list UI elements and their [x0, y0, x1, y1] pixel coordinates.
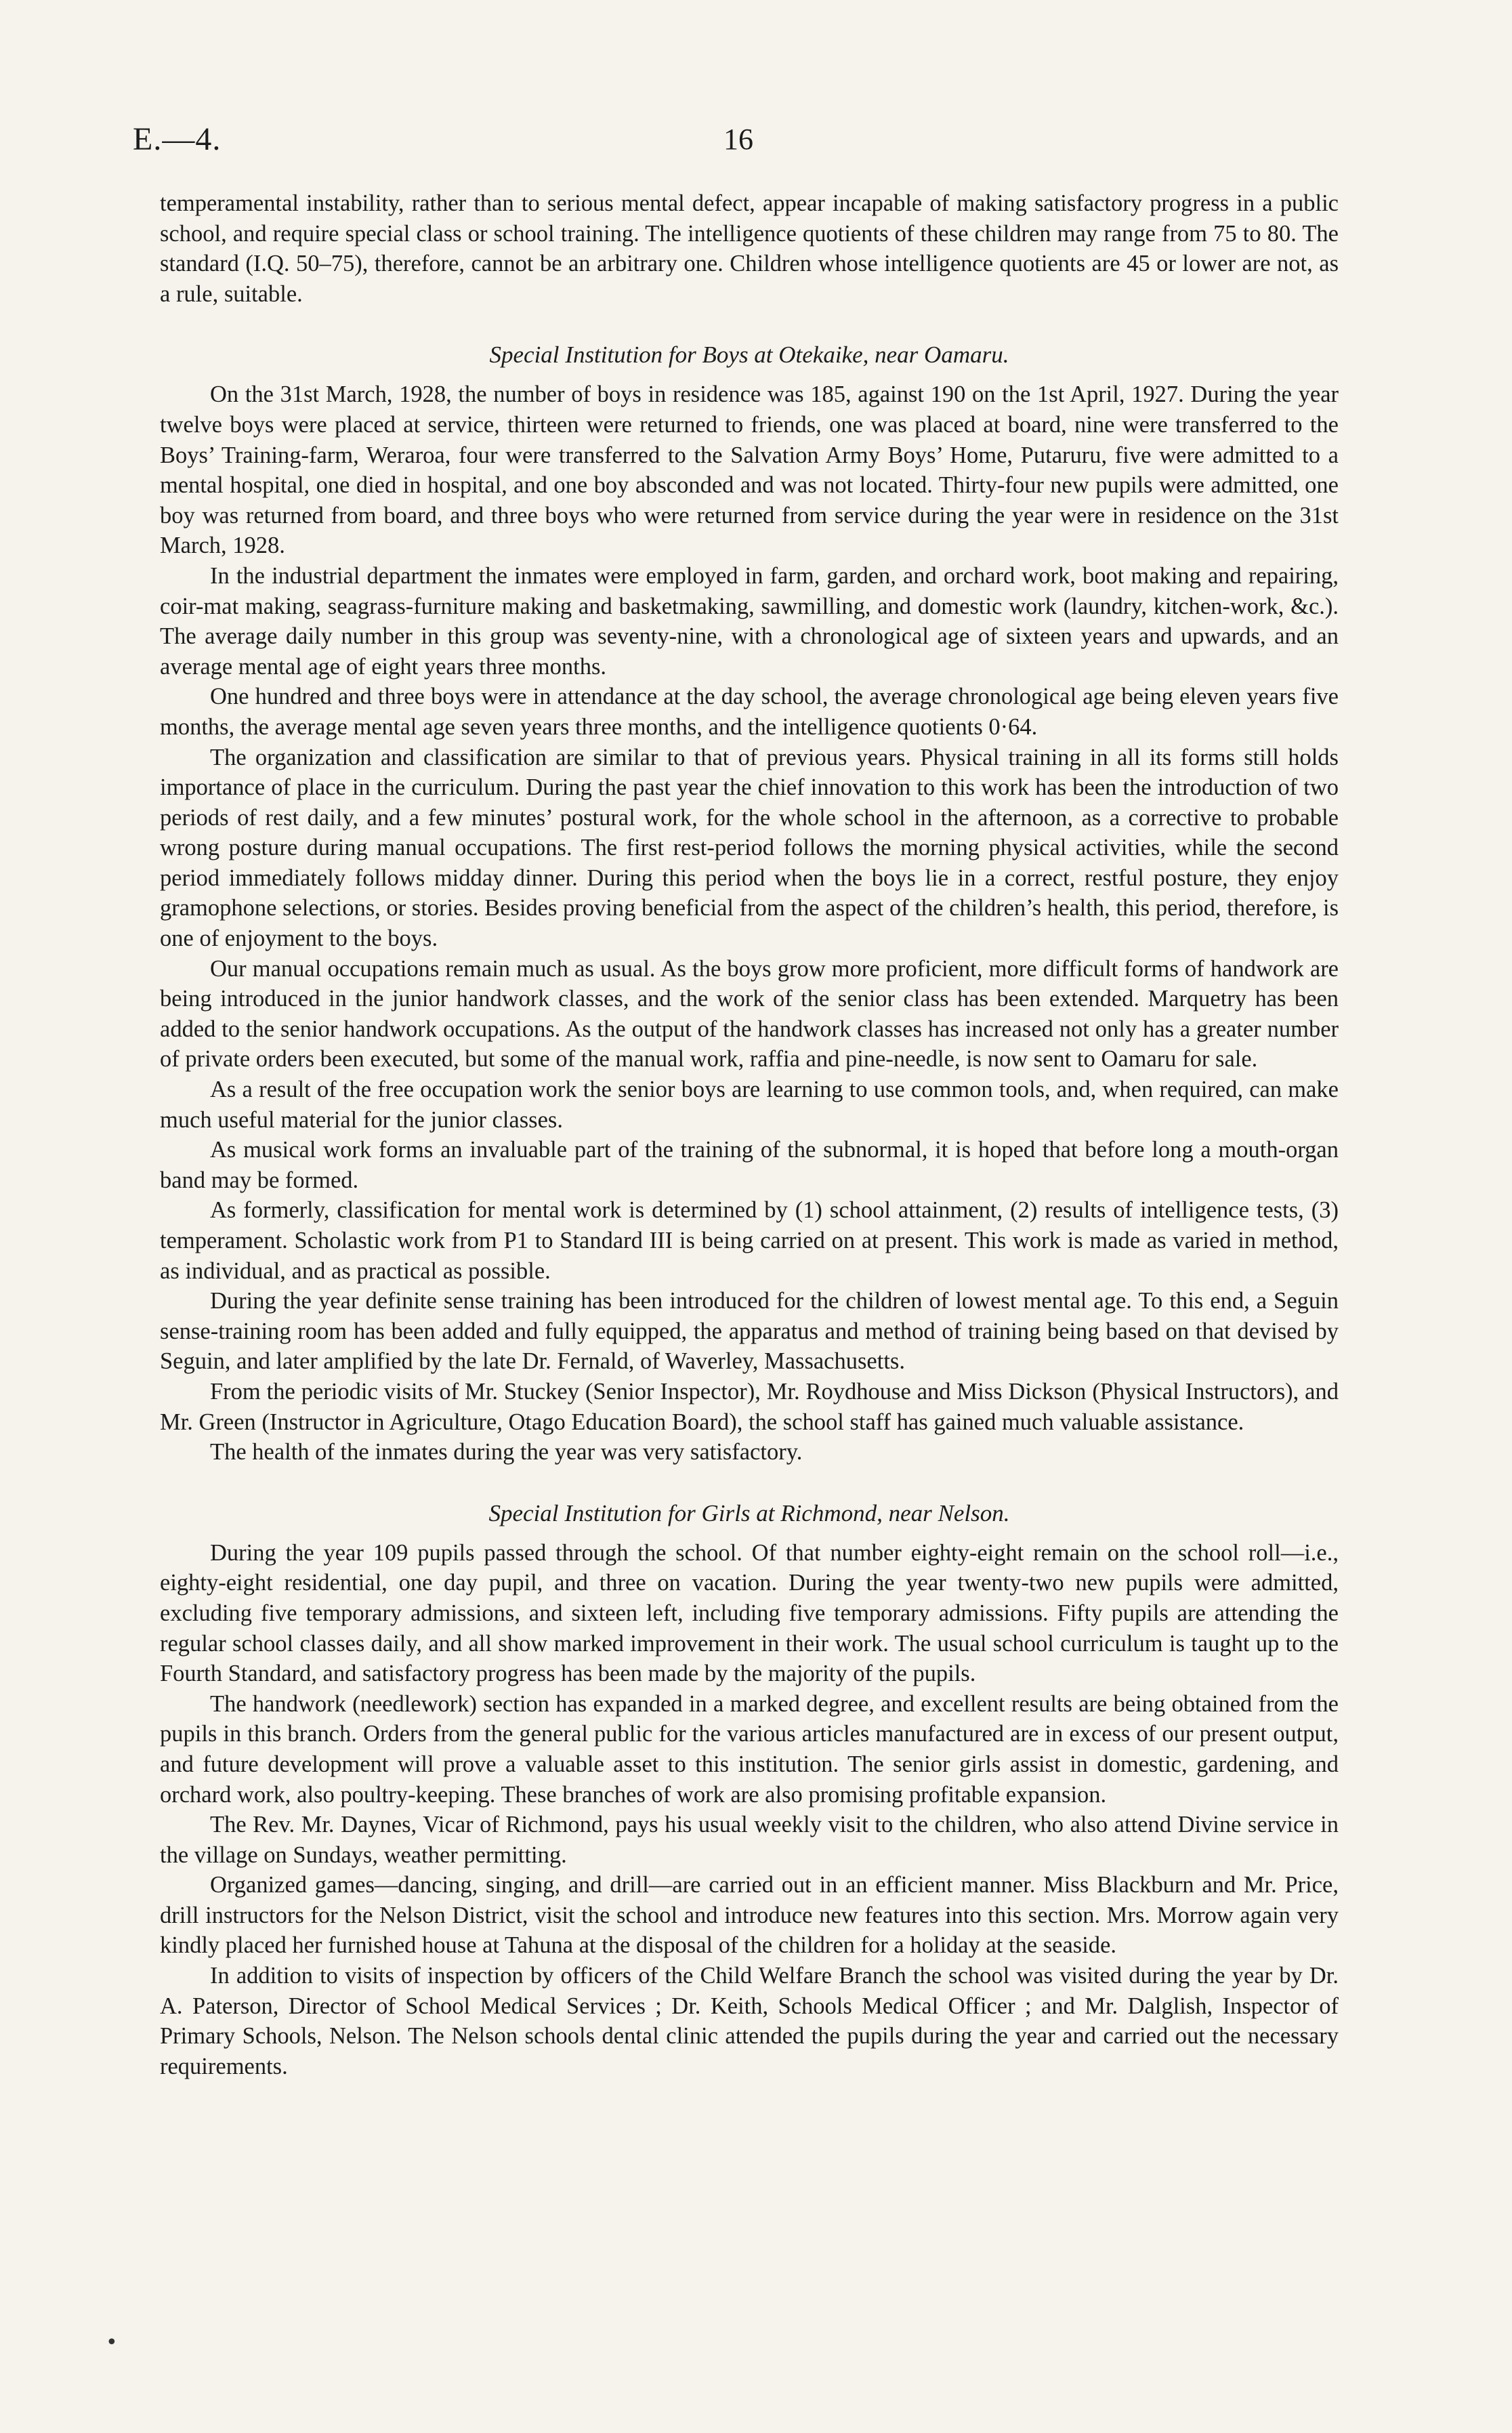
girls-paragraph: The handwork (needlework) section has expanded in a marked degree, and excellent results are being obtained from the pupils in this branch. Orders from the general public for the various articles manufactured are in excess of our present output, and future development will prove a valuable asset to this institution. The senior girls assist in domestic, gardening, and orchard work, also poultry-keeping. These branches of work are also promising profitable expansion.: [160, 1690, 1339, 1808]
header-reference: E.—4.: [133, 121, 222, 157]
boys-paragraph: One hundred and three boys were in attendance at the day school, the average chronological age being eleven years five months, the average mental age seven years three months, and the intelligence quotients 0·64.: [160, 684, 1339, 740]
boys-paragraph: On the 31st March, 1928, the number of boys in residence was 185, against 190 on the 1st April, 1927. During the year twelve boys were placed at service, thirteen were returned to friends, one was placed at board, nine were transferred to the Boys’ Training-farm, Weraroa, four were transferred to the Salvation Army Boys’ Home, Putaruru, five were admitted to a mental hospital, one died in hospital, and one boy absconded and was not located. Thirty-four new pupils were admitted, one boy was returned from board, and three boys who were returned from service during the year were in residence on the 31st March, 1928.: [160, 381, 1339, 559]
boys-paragraph: The health of the inmates during the year was very satisfactory.: [210, 1439, 803, 1465]
boys-paragraph: In the industrial department the inmates were employed in farm, garden, and orchard work, boot making and repairing, coir-mat making, seagrass-furniture making and basketmaking, sawmilling, and domestic work (laundry, kitchen-work, &c.). The average daily number in this group was seventy-nine, with a chronological age of sixteen years and upwards, and an average mental age of eight years three months.: [160, 562, 1339, 680]
boys-paragraph: As formerly, classification for mental work is determined by (1) school attainment, (2) results of intelligence tests, (3) temperament. Scholastic work from P1 to Standard III is being carried on at present. This work is made as varied in method, as individual, and as practical as possible.: [160, 1197, 1339, 1284]
body-text: [160, 188, 1339, 2081]
girls-paragraph: During the year 109 pupils passed through the school. Of that number eighty-eight remain on the school roll—i.e., eighty-eight residential, one day pupil, and three on vacation. During the year twenty-two new pupils were admitted, excluding five temporary admissions, and sixteen left, including five temporary admissions. Fifty pupils are attending the regular school classes daily, and all show marked improvement in their work. The usual school curriculum is taught up to the Fourth Standard, and satisfactory progress has been made by the majority of the pupils.: [160, 1539, 1339, 1687]
girls-paragraph: The Rev. Mr. Daynes, Vicar of Richmond, pays his usual weekly visit to the children, who also attend Divine service in the village on Sundays, weather permitting.: [160, 1812, 1339, 1868]
boys-paragraph: The organization and classification are similar to that of previous years. Physical training in all its forms still holds importance of place in the curriculum. During the past year the chief innovation to this work has been the introduction of two periods of rest daily, and a few minutes’ postural work, for the whole school in the afternoon, as a corrective to probable wrong posture during manual occupations. The first rest-period follows the morning physical activities, while the second period immediately follows midday dinner. During this period when the boys lie in a correct, restful posture, they enjoy gramophone selections, or stories. Besides proving beneficial from the aspect of the children’s health, this period, therefore, is one of enjoyment to the boys.: [160, 744, 1339, 952]
girls-paragraph: In addition to visits of inspection by officers of the Child Welfare Branch the school was visited during the year by Dr. A. Paterson, Director of School Medical Services ; Dr. Keith, Schools Medical Officer ; and Mr. Dalglish, Inspector of Primary Schools, Nelson. The Nelson schools dental clinic attended the pupils during the year and carried out the necessary requirements.: [160, 1963, 1339, 2079]
stray-mark: •: [106, 2331, 118, 2354]
boys-paragraph: From the periodic visits of Mr. Stuckey (Senior Inspector), Mr. Roydhouse and Miss Dickson (Physical Instructors), and Mr. Green (Instructor in Agriculture, Otago Education Board), the school staff has gained much valuable assistance.: [160, 1378, 1339, 1435]
page-number: 16: [723, 123, 753, 156]
boys-paragraph: During the year definite sense training has been introduced for the children of lowest mental age. To this end, a Seguin sense-training room has been added and fully equipped, the apparatus and method of training being based on that devised by Seguin, and later amplified by the late Dr. Fernald, of Waverley, Massachusetts.: [160, 1288, 1339, 1375]
section-heading-girls: Special Institution for Girls at Richmond, near Nelson.: [488, 1499, 1010, 1526]
girls-paragraph: Organized games—dancing, singing, and drill—are carried out in an efficient manner. Miss Blackburn and Mr. Price, drill instructors for the Nelson District, visit the school and introduce new features into this section. Mrs. Morrow again very kindly placed her furnished house at Tahuna at the disposal of the children for a holiday at the seaside.: [160, 1872, 1339, 1959]
intro-paragraph: temperamental instability, rather than to serious mental defect, appear incapable of making satisfactory progress in a public school, and require special class or school training. The intelligence quotients of these children may range from 75 to 80. The standard (I.Q. 50–75), therefore, cannot be an arbitrary one. Children whose intelligence quotients are 45 or lower are not, as a rule, suitable.: [160, 190, 1339, 307]
section-heading-boys: Special Institution for Boys at Otekaike, near Oamaru.: [489, 341, 1009, 369]
boys-paragraph: Our manual occupations remain much as usual. As the boys grow more proficient, more difficult forms of handwork are being introduced in the junior handwork classes, and the work of the senior class has been extended. Marquetry has been added to the senior handwork occupations. As the output of the handwork classes has increased not only has a greater number of private orders been executed, but some of the manual work, raffia and pine-needle, is now sent to Oamaru for sale.: [160, 955, 1339, 1073]
boys-paragraph: As a result of the free occupation work the senior boys are learning to use common tools, and, when required, can make much useful material for the junior classes.: [160, 1077, 1339, 1133]
boys-paragraph: As musical work forms an invaluable part of the training of the subnormal, it is hoped that before long a mouth-organ band may be formed.: [160, 1137, 1339, 1193]
